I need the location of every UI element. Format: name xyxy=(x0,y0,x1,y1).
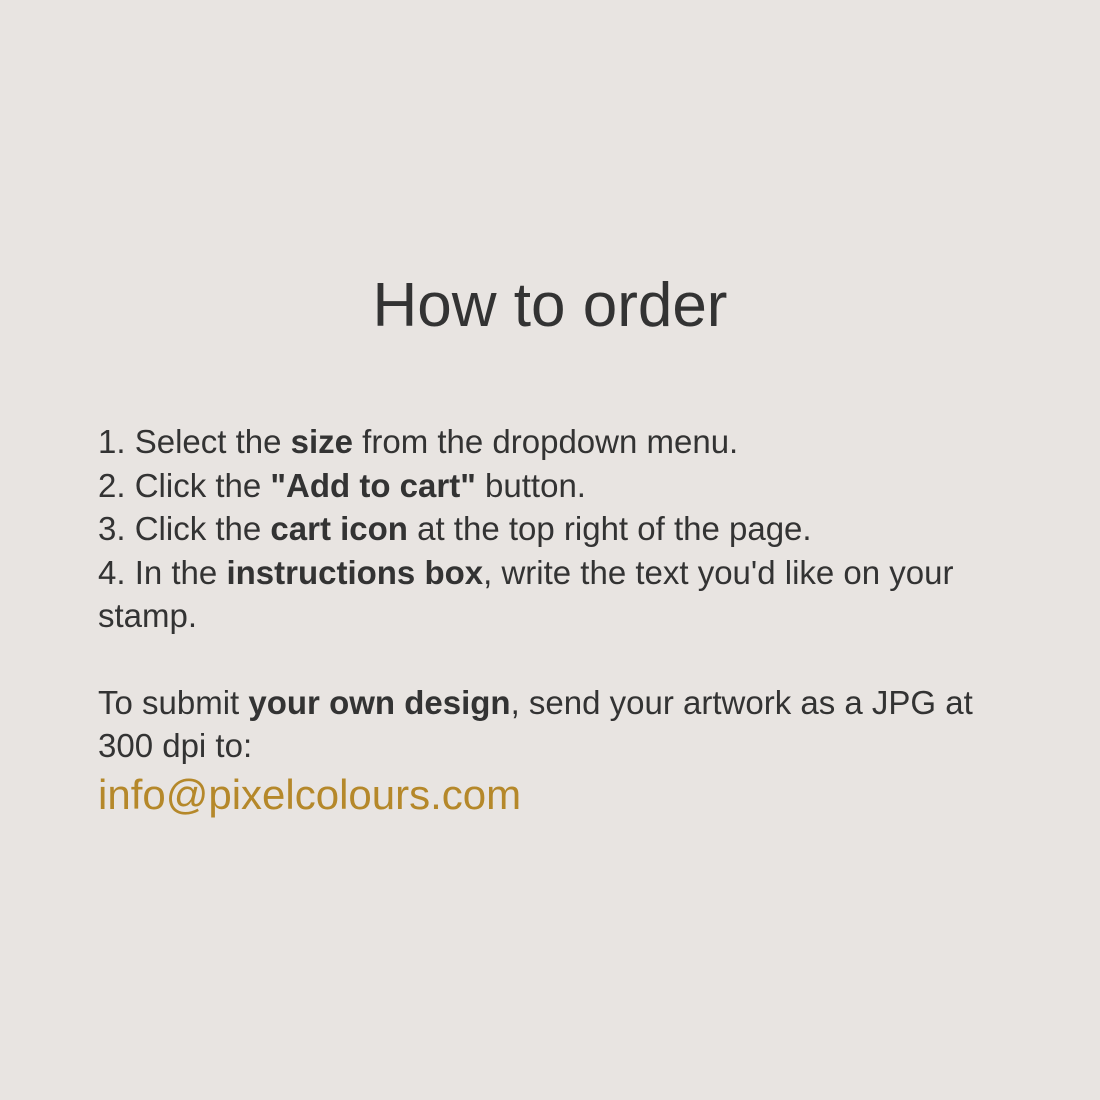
step-text: Select the xyxy=(125,423,291,460)
step-number: 4. xyxy=(98,553,126,591)
submit-design-text xyxy=(98,681,1008,768)
step-text: at the top right of the page. xyxy=(407,510,812,547)
step-text: , write the text you'd like on your stamp. xyxy=(98,553,954,634)
step-number: 1. xyxy=(98,423,126,460)
step-4 xyxy=(98,551,1008,638)
order-instructions xyxy=(98,420,1008,822)
step-keyword: cart icon xyxy=(270,510,408,547)
step-keyword: size xyxy=(290,423,354,460)
step-text: In the xyxy=(125,553,227,591)
step-1 xyxy=(98,420,1008,464)
email-link[interactable]: info@pixelcolours.com xyxy=(98,770,522,818)
step-text: Click the xyxy=(125,510,271,547)
step-text: Click the xyxy=(125,466,271,504)
submit-keyword: your own design xyxy=(248,683,511,721)
step-keyword: "Add to cart" xyxy=(270,466,476,504)
submit-text: , send your artwork as a JPG at 300 dpi to: xyxy=(98,683,973,764)
step-text: button. xyxy=(475,466,586,504)
spacer xyxy=(98,638,1008,681)
step-number: 2. xyxy=(98,466,126,504)
submit-text: To submit xyxy=(98,683,249,721)
step-2 xyxy=(98,464,1008,508)
page-title: How to order xyxy=(372,271,728,340)
step-3 xyxy=(98,507,1008,551)
step-keyword: instructions box xyxy=(226,553,484,591)
step-number: 3. xyxy=(98,510,126,547)
step-text: from the dropdown menu. xyxy=(353,423,739,460)
